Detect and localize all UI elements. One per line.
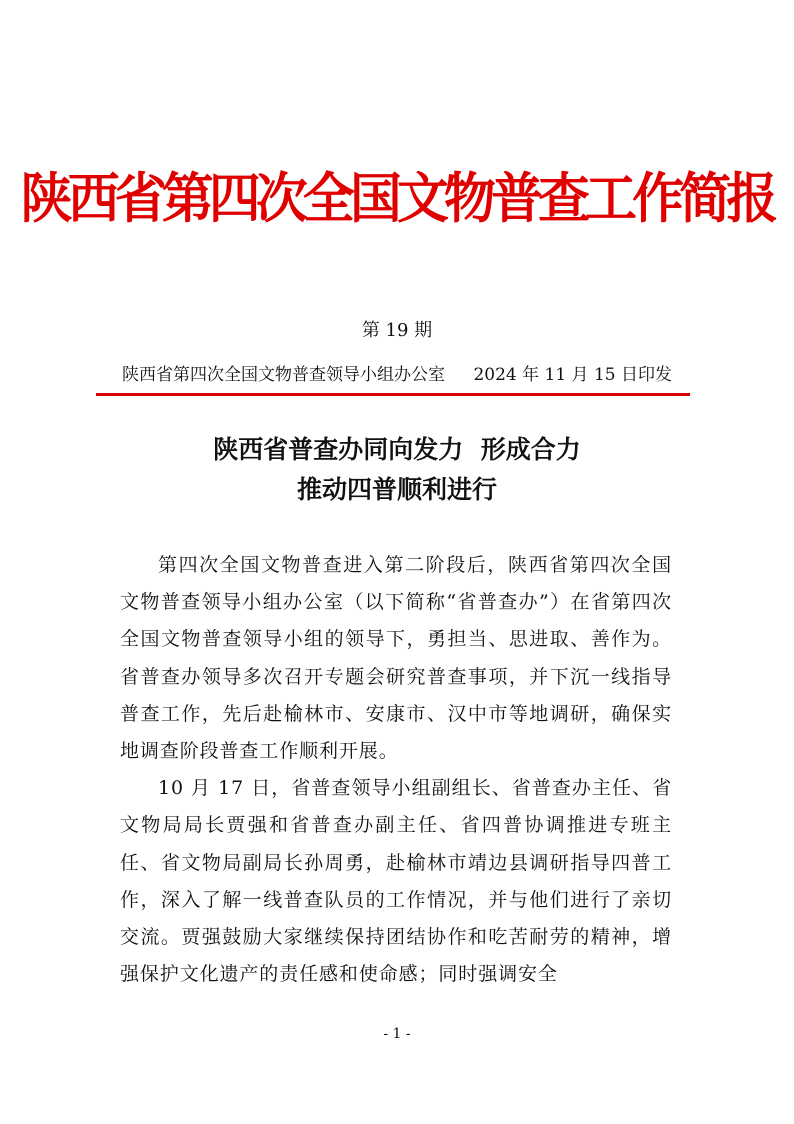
issuer-row (122, 362, 672, 388)
article-paragraph-2: 10 月 17 日，省普查领导小组副组长、省普查办主任、省文物局局长贾强和省普查办副主任、省四普协调推进专班主任、省文物局副局长孙周勇，赴榆林市靖边县调研指导四普工作，深入了解一线普查队员的工作情况，并与他们进行了亲切交流。贾强鼓励大家继续保持团结协作和吃苦耐劳的精神，增强保护文化遗产的责任感和使命感；同时强调安全 (120, 777, 672, 986)
red-divider-line (96, 393, 690, 396)
issue-number: 第 19 期 (361, 320, 433, 341)
article-title (0, 430, 794, 510)
article-body (120, 547, 672, 993)
page-number: - 1 - (383, 1026, 411, 1042)
bulletin-masthead: 陕西省第四次全国文物普查工作简报 (20, 166, 774, 230)
article-title-line-1: 陕西省普查办同向发力 形成合力 (213, 435, 581, 464)
article-title-line-2: 推动四普顺利进行 (296, 475, 497, 504)
article-paragraph-1: 第四次全国文物普查进入第二阶段后，陕西省第四次全国文物普查领导小组办公室（以下简称“省普查办”）在省第四次全国文物普查领导小组的领导下，勇担当、思进取、善作为。省普查办领导多次召开专题会研究普查事项，并下沉一线指导普查工作，先后赴榆林市、安康市、汉中市等地调研，确保实地调查阶段普查工作顺利开展。 (120, 554, 672, 763)
issue-date: 2024 年 11 月 15 日印发 (473, 365, 672, 385)
issuing-office: 陕西省第四次全国文物普查领导小组办公室 (122, 365, 445, 385)
